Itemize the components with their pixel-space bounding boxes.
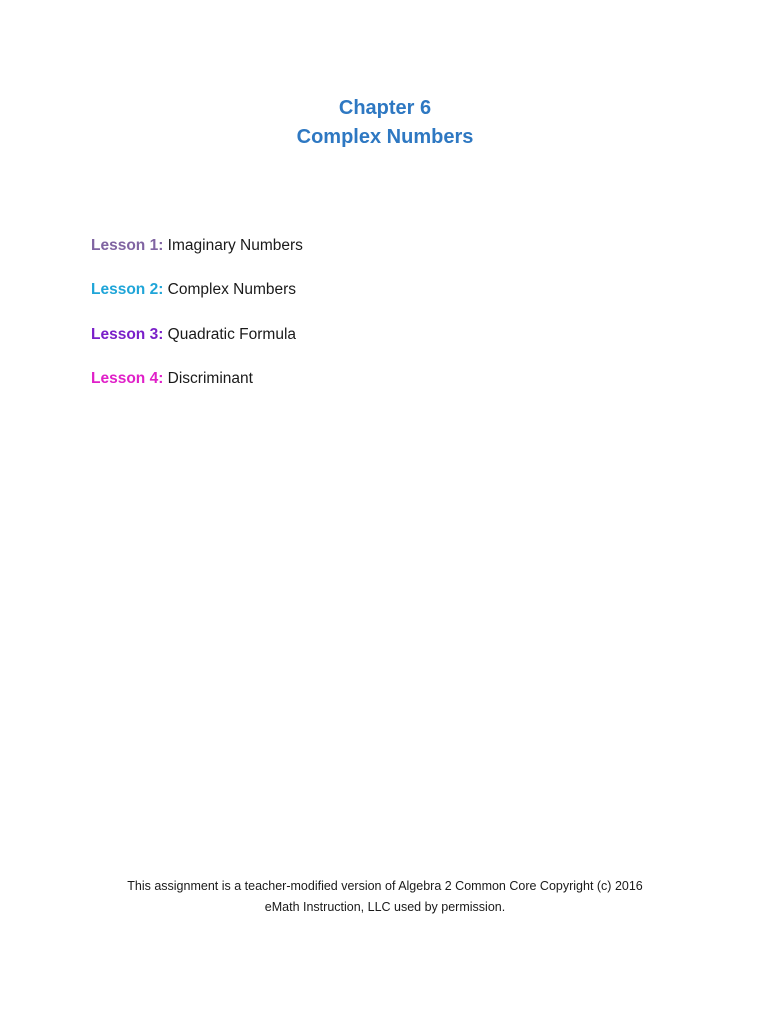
lesson-item-3 (91, 324, 691, 346)
lesson-title: Discriminant (167, 369, 253, 387)
footer-line-2: eMath Instruction, LLC used by permission. (264, 900, 506, 914)
lesson-title: Complex Numbers (167, 281, 297, 299)
copyright-footer (0, 876, 770, 918)
chapter-number: Chapter 6 (338, 97, 432, 119)
lesson-title: Imaginary Numbers (167, 237, 303, 254)
footer-line-1: This assignment is a teacher-modified version of Algebra 2 Common Core Copyright (c) 2016 (127, 879, 643, 893)
lesson-label: Lesson 2: (91, 281, 164, 299)
lesson-item-1 (91, 235, 691, 257)
lesson-label: Lesson 4: (91, 369, 164, 387)
lesson-label: Lesson 3: (91, 325, 164, 343)
lesson-item-4 (91, 368, 691, 390)
chapter-heading (0, 94, 770, 152)
lesson-label: Lesson 1: (91, 237, 164, 254)
chapter-title: Complex Numbers (296, 126, 474, 148)
lesson-item-2 (91, 279, 691, 301)
lesson-title: Quadratic Formula (167, 325, 297, 343)
lesson-list (91, 235, 691, 412)
